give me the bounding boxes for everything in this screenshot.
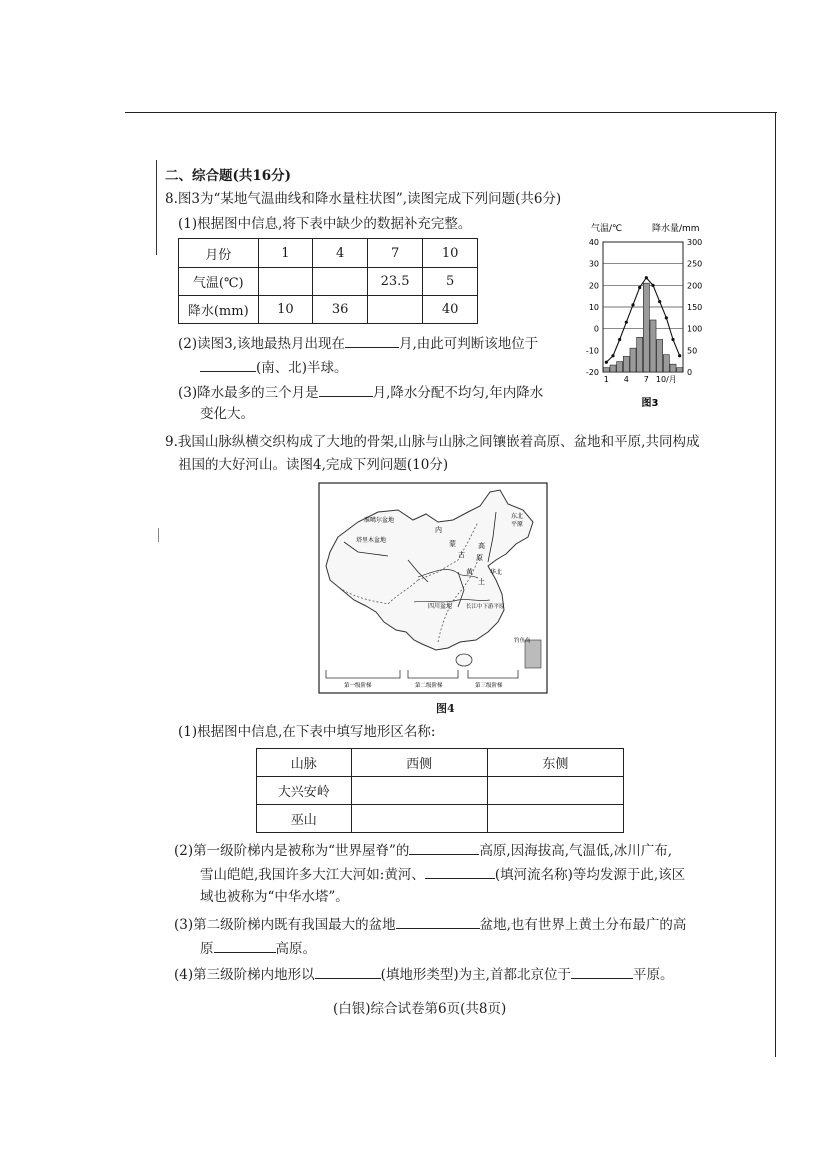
q9-p3-text-a: (3)第二级阶梯内既有我国最大的盆地 [174, 917, 396, 933]
right-tick-label: 100 [687, 324, 703, 334]
left-axis-label: 气温/℃ [591, 224, 623, 234]
q8-part2-line1 [178, 333, 538, 353]
table-cell: 巫山 [257, 805, 352, 833]
temperature-point [665, 316, 668, 319]
q9-part2-line3: 域也被称为“中华水塔”。 [200, 889, 349, 905]
q9-terrain-table [256, 748, 624, 833]
map-label: 钓鱼岛 [514, 638, 531, 644]
x-tick-label: 10/月 [655, 375, 677, 384]
precip-bar [610, 365, 616, 372]
left-margin-rule [156, 160, 157, 255]
q9-part3-line2 [200, 938, 316, 958]
q9-part4 [174, 964, 673, 984]
left-tick-label: 30 [588, 259, 599, 269]
table-header-cell: 西侧 [351, 749, 487, 777]
q8-stem: 8.图3为“某地气温曲线和降水量柱状图”,读图完成下列问题(共6分) [165, 191, 562, 207]
map-label: 蒙 [449, 540, 456, 548]
map-label: 高 [478, 542, 485, 550]
q8-part3-line2: 变化大。 [200, 406, 254, 422]
right-tick-label: 200 [687, 281, 703, 291]
precip-bar [657, 340, 663, 373]
map-label: 第二级阶梯 [415, 683, 443, 689]
temperature-point [611, 354, 614, 357]
left-tick-label: 10 [588, 303, 599, 312]
precip-bar [637, 337, 643, 372]
table-header-cell: 东侧 [487, 749, 623, 777]
q8-p2-text-c: (南、北)半球。 [256, 360, 348, 376]
answer-blank[interactable] [214, 938, 276, 953]
answer-blank[interactable] [319, 382, 373, 397]
table-cell[interactable] [313, 268, 368, 296]
map-label: 平原 [511, 521, 524, 528]
table-cell: 气温(℃) [179, 268, 259, 296]
q8-p2-text-a: (2)读图3,该地最热月出现在 [178, 336, 346, 352]
q9-p4-text-a: (4)第三级阶梯内地形以 [174, 967, 315, 983]
map-label: 内 [435, 526, 442, 534]
table-cell[interactable] [258, 268, 313, 296]
right-margin-rule [775, 112, 776, 1057]
right-tick-label: 250 [687, 259, 703, 269]
q8-part2-line2 [200, 357, 348, 377]
table-cell: 10 [258, 296, 313, 324]
q9-part2-line1 [174, 840, 672, 860]
table-cell[interactable] [351, 805, 487, 833]
table-row [179, 239, 478, 268]
q9-stem-line2: 祖国的大好河山。读图4,完成下列问题(10分) [178, 457, 449, 473]
map-label: 准噶尔盆地 [364, 517, 395, 524]
precip-bar [663, 355, 669, 372]
left-tick-label: 20 [588, 281, 599, 291]
left-tick-label: 40 [588, 238, 599, 247]
table-cell: 降水(mm) [179, 296, 259, 324]
right-tick-label: 300 [687, 238, 703, 247]
map-label: 四川盆地 [428, 603, 453, 610]
table-cell: 40 [423, 296, 478, 324]
right-tick-label: 0 [687, 368, 693, 377]
map-label: 第三级阶梯 [475, 683, 503, 689]
map-caption: 图4 [436, 702, 455, 715]
climate-chart [575, 218, 725, 413]
table-row [179, 268, 478, 296]
left-tick-label: 0 [593, 324, 599, 334]
table-cell: 7 [368, 239, 423, 268]
map-label: 第一级阶梯 [344, 683, 372, 689]
table-cell: 36 [313, 296, 368, 324]
answer-blank[interactable] [315, 964, 381, 979]
map-label: 塔里木盆地 [356, 537, 387, 544]
table-cell: 月份 [179, 239, 259, 268]
answer-blank[interactable] [409, 840, 479, 855]
answer-blank[interactable] [396, 914, 480, 929]
table-cell: 4 [313, 239, 368, 268]
table-cell: 5 [423, 268, 478, 296]
table-cell: 大兴安岭 [257, 777, 352, 805]
table-row [257, 749, 624, 777]
answer-blank[interactable] [425, 864, 495, 879]
temperature-point [645, 276, 648, 279]
temperature-point [671, 338, 674, 341]
left-tick-label: -10 [585, 346, 599, 356]
precip-bar [677, 368, 683, 372]
q8-part1: (1)根据图中信息,将下表中缺少的数据补充完整。 [178, 216, 472, 232]
answer-blank[interactable] [200, 357, 256, 372]
right-axis-label: 降水量/mm [652, 224, 700, 234]
table-cell: 1 [258, 239, 313, 268]
page-footer: (白银)综合试卷第6页(共8页) [333, 1001, 507, 1017]
x-tick-label: 7 [643, 375, 649, 384]
q9-p2-text-a: (2)第一级阶梯内是被称为“世界屋脊”的 [174, 843, 410, 859]
map-label: 土 [478, 578, 485, 586]
map-label: 原 [476, 554, 483, 562]
q8-p3-text-a: (3)降水最多的三个月是 [178, 385, 319, 401]
temperature-point [651, 284, 654, 287]
top-rule [125, 112, 777, 113]
answer-blank[interactable] [345, 333, 399, 348]
q8-p2-text-b: 月,由此可判断该地位于 [399, 336, 539, 352]
map-label: 东北 [511, 513, 524, 520]
left-tick-label: -20 [585, 368, 599, 377]
q9-p2-text-d: (填河流名称)等均发源于此,该区 [494, 867, 686, 883]
temperature-point [625, 321, 628, 324]
china-terrain-map [318, 482, 548, 694]
precip-bar [623, 356, 629, 372]
temperature-point [658, 300, 661, 303]
table-row [179, 296, 478, 324]
q9-part3-line1 [174, 914, 686, 934]
map-label: 华北 [490, 569, 503, 576]
table-cell[interactable] [487, 777, 623, 805]
right-tick-label: 50 [687, 346, 698, 356]
chart-caption: 图3 [641, 398, 659, 409]
table-cell[interactable] [351, 777, 487, 805]
map-label: 黄 [466, 568, 473, 576]
q9-p2-text-b: 高原,因海拔高,气温低,冰川广布, [479, 843, 673, 859]
temperature-point [638, 286, 641, 289]
q8-p3-text-b: 月,降水分配不均匀,年内降水 [372, 385, 544, 401]
q9-p2-text-c: 雪山皑皑,我国许多大江大河如:黄河、 [200, 867, 425, 883]
precip-bar [643, 283, 649, 372]
temperature-point [678, 354, 681, 357]
q8-part3-line1 [178, 382, 543, 402]
right-tick-label: 150 [687, 303, 703, 312]
left-margin-tick [158, 528, 159, 542]
precip-bar [617, 362, 623, 372]
hainan-island [456, 654, 472, 666]
q8-data-table [178, 238, 478, 324]
q9-stem-line1: 9.我国山脉纵横交织构成了大地的骨架,山脉与山脉之间镶嵌着高原、盆地和平原,共同构成 [165, 434, 700, 450]
temperature-point [631, 303, 634, 306]
precip-bar [670, 364, 676, 372]
precip-bar [650, 320, 656, 372]
table-cell: 23.5 [368, 268, 423, 296]
table-cell[interactable] [368, 296, 423, 324]
q9-p4-text-b: (填地形类型)为主,首都北京位于 [380, 967, 571, 983]
q9-p3-text-d: 高原。 [275, 941, 316, 957]
precip-bar [603, 368, 609, 372]
table-row [257, 777, 624, 805]
table-cell[interactable] [487, 805, 623, 833]
q9-part1: (1)根据图中信息,在下表中填写地形区名称: [178, 724, 436, 740]
q9-p3-text-c: 原 [200, 941, 214, 957]
table-row [257, 805, 624, 833]
q9-p4-text-c: 平原。 [632, 967, 674, 983]
temperature-point [605, 361, 608, 364]
map-label: 长江中下游平原 [466, 604, 505, 610]
answer-blank[interactable] [571, 964, 633, 979]
map-label: 古 [458, 551, 465, 559]
q9-p3-text-b: 盆地,也有世界上黄土分布最广的高 [479, 917, 687, 933]
south-china-sea-inset [525, 640, 541, 668]
table-cell: 10 [423, 239, 478, 268]
temperature-point [618, 338, 621, 341]
precip-bar [630, 348, 636, 372]
q9-part2-line2 [200, 864, 685, 884]
section-title: 二、综合题(共16分) [165, 168, 292, 184]
x-tick-label: 4 [623, 375, 629, 384]
x-tick-label: 1 [603, 375, 609, 384]
table-header-cell: 山脉 [257, 749, 352, 777]
